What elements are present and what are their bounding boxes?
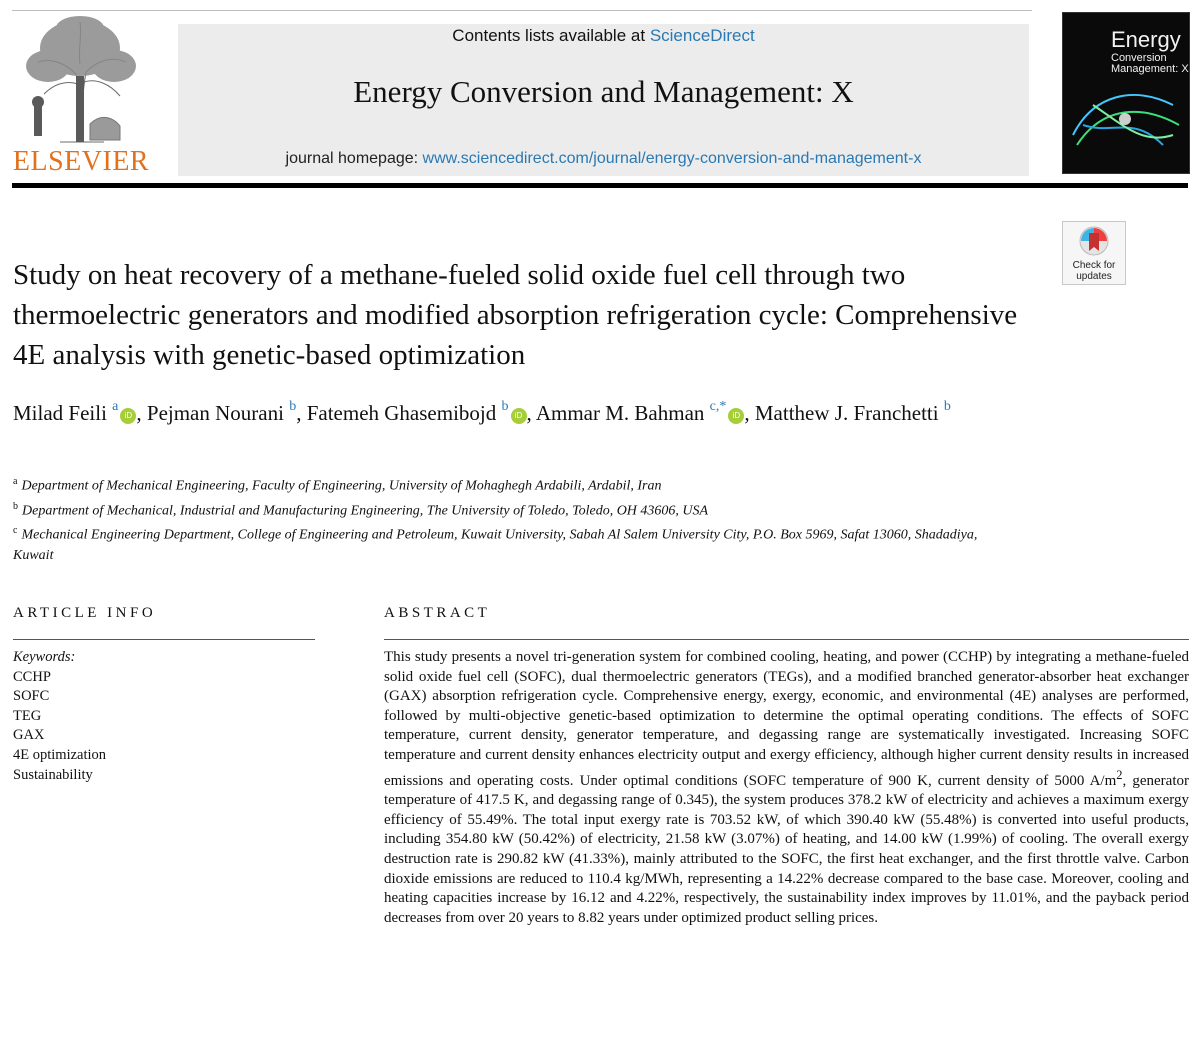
keywords-list: [13, 668, 313, 786]
author-list: Milad Feili $^a$iD , Pejman Nourani $^b$, Fatemeh Ghasemibojd $^b$iD , Ammar M. Bahman $^{c,*}$iD , Matthew J. Franchetti $^b$: [13, 399, 951, 425]
keyword-item: Sustainability: [13, 766, 93, 783]
author-affiliation-mark[interactable]: c,*: [709, 399, 727, 414]
orcid-icon[interactable]: iD: [728, 408, 744, 424]
cover-swirl-graphic: [1063, 75, 1189, 161]
cover-title-line2: Conversion: [1111, 52, 1167, 64]
author-name: Matthew J. Franchetti: [754, 401, 939, 425]
affiliation-mark: a: [13, 476, 18, 487]
affiliation-mark: c: [13, 525, 18, 537]
affiliation-text: Mechanical Engineering Department, College of Engineering and Petroleum, Kuwait University, Sabah Al Salem University City, P.O. Box 5969, Safat 13060, Shadadiya, Kuwait: [13, 527, 978, 563]
contents-prefix: Contents lists available at: [452, 26, 646, 45]
abstract-rule: [384, 639, 1189, 640]
author-3[interactable]: [307, 401, 527, 425]
affiliation-text: Department of Mechanical Engineering, Faculty of Engineering, University of Mohaghegh Ardabili, Ardabil, Iran: [21, 478, 662, 494]
article-info-heading: ARTICLE INFO: [13, 605, 157, 621]
affiliation-text: Department of Mechanical, Industrial and Manufacturing Engineering, The University of Toledo, Toledo, OH 43606, USA: [22, 503, 709, 519]
crossmark-icon: [1079, 226, 1109, 258]
sciencedirect-link[interactable]: ScienceDirect: [649, 26, 755, 45]
author-5[interactable]: [755, 401, 951, 425]
affiliation-mark: b: [13, 500, 18, 512]
orcid-icon[interactable]: iD: [120, 408, 136, 424]
keywords-label: Keywords:: [13, 649, 76, 665]
abstract-part-1: This study presents a novel tri-generation system for combined cooling, heating, and power (CCHP) by integrating a methane-fueled solid oxide fuel cell (SOFC), dual thermoelectric generators (TEGs), and a modified branched generator-absorber heat exchanger (GAX) absorption refrigeration cycle. Comprehensive energy, exergy, economic, and environmental (4E) analyses are performed, followed by multi-objective genetic-based optimization to determine the optimal operating conditions. The effects of SOFC temperature, current density, generator temperature, and degassing range are systematically investigated. Increasing SOFC temperature and current density enhances electricity output and exergy efficiency, although higher current density results in increased emissions and operating costs. Under optimal conditions (SOFC temperature of 900 K, current density of 5000 A/m: [384, 649, 1189, 789]
journal-cover-image[interactable]: [1062, 12, 1190, 174]
cover-title-line3: Management: X: [1111, 63, 1189, 75]
author-name: Pejman Nourani: [146, 401, 284, 425]
keyword-item: GAX: [13, 727, 45, 744]
check-for-updates-button[interactable]: [1062, 221, 1126, 285]
abstract-heading: ABSTRACT: [384, 605, 491, 621]
crossmark-label: [1063, 260, 1125, 282]
affiliation-list: [13, 472, 1013, 566]
author-name: Ammar M. Bahman: [535, 401, 705, 425]
header-divider: [12, 183, 1188, 188]
contents-lists-line: [178, 26, 1029, 46]
affiliation-c: [13, 521, 1013, 566]
journal-homepage-line: [178, 150, 1029, 168]
publisher-name: ELSEVIER: [12, 146, 150, 177]
header-top-rule: [12, 10, 1032, 11]
journal-name: Energy Conversion and Management: X: [353, 74, 854, 109]
author-2[interactable]: [147, 401, 296, 425]
author-affiliation-mark[interactable]: b: [501, 399, 509, 414]
cover-title-line1: Energy: [1111, 27, 1181, 52]
elsevier-logo[interactable]: [12, 14, 150, 176]
abstract-text: [384, 648, 1189, 928]
author-affiliation-mark[interactable]: a: [112, 399, 119, 414]
journal-header-band: [178, 24, 1029, 176]
keyword-item: 4E optimization: [13, 746, 107, 763]
abstract-part-2: , generator temperature of 417.5 K, and degassing range of 0.345), the system produces 378.2 kW of electricity and achieves a maximum exergy efficiency of 55.49%. The total input exergy rate is 703.52 kW, of which 390.40 kW (55.48%) is converted into useful products, including 354.80 kW (50.42%) of electricity, 21.58 kW (3.07%) of heating, and 14.00 kW (1.99%) of cooling. The overall exergy destruction rate is 290.82 kW (41.33%), mainly attributed to the SOFC, the first heat exchanger, and the first throttle valve. Carbon dioxide emissions are reduced to 110.4 kg/MWh, representing a 14.22% decrease compared to the base case. Moreover, cooling and heating capacities increase by 16.12 and 4.22%, respectively, the sustainability index improves by 11.01%, and the payback period decreases from over 20 years to 8.82 years under optimized product selling prices.: [384, 772, 1189, 926]
elsevier-tree-icon: [20, 14, 142, 146]
author-name: Fatemeh Ghasemibojd: [306, 401, 497, 425]
author-affiliation-mark[interactable]: b: [289, 399, 297, 414]
crossmark-line2: updates: [1076, 271, 1112, 282]
article-title: Study on heat recovery of a methane-fueled solid oxide fuel cell through two thermoelectric generators and modified absorption refrigeration cycle: Comprehensive 4E analysis with genetic-based optimization: [13, 259, 1018, 371]
journal-homepage-link[interactable]: www.sciencedirect.com/journal/energy-conversion-and-management-x: [422, 150, 922, 167]
author-name: Milad Feili: [13, 401, 107, 425]
article-info-rule: [13, 639, 315, 640]
author-affiliation-mark[interactable]: b: [943, 399, 951, 414]
cover-title: [1111, 29, 1189, 75]
homepage-prefix: journal homepage:: [285, 150, 419, 167]
keyword-item: CCHP: [13, 668, 51, 685]
keywords-section: [13, 648, 313, 785]
abstract-superscript: 2: [1116, 767, 1123, 782]
crossmark-line1: Check for: [1072, 260, 1116, 271]
author-4[interactable]: [536, 401, 745, 425]
affiliation-b: [13, 497, 1013, 522]
keyword-item: TEG: [13, 707, 42, 724]
affiliation-a: [13, 472, 1013, 497]
author-1[interactable]: [13, 401, 136, 425]
orcid-icon[interactable]: iD: [511, 408, 527, 424]
keyword-item: SOFC: [13, 688, 50, 705]
